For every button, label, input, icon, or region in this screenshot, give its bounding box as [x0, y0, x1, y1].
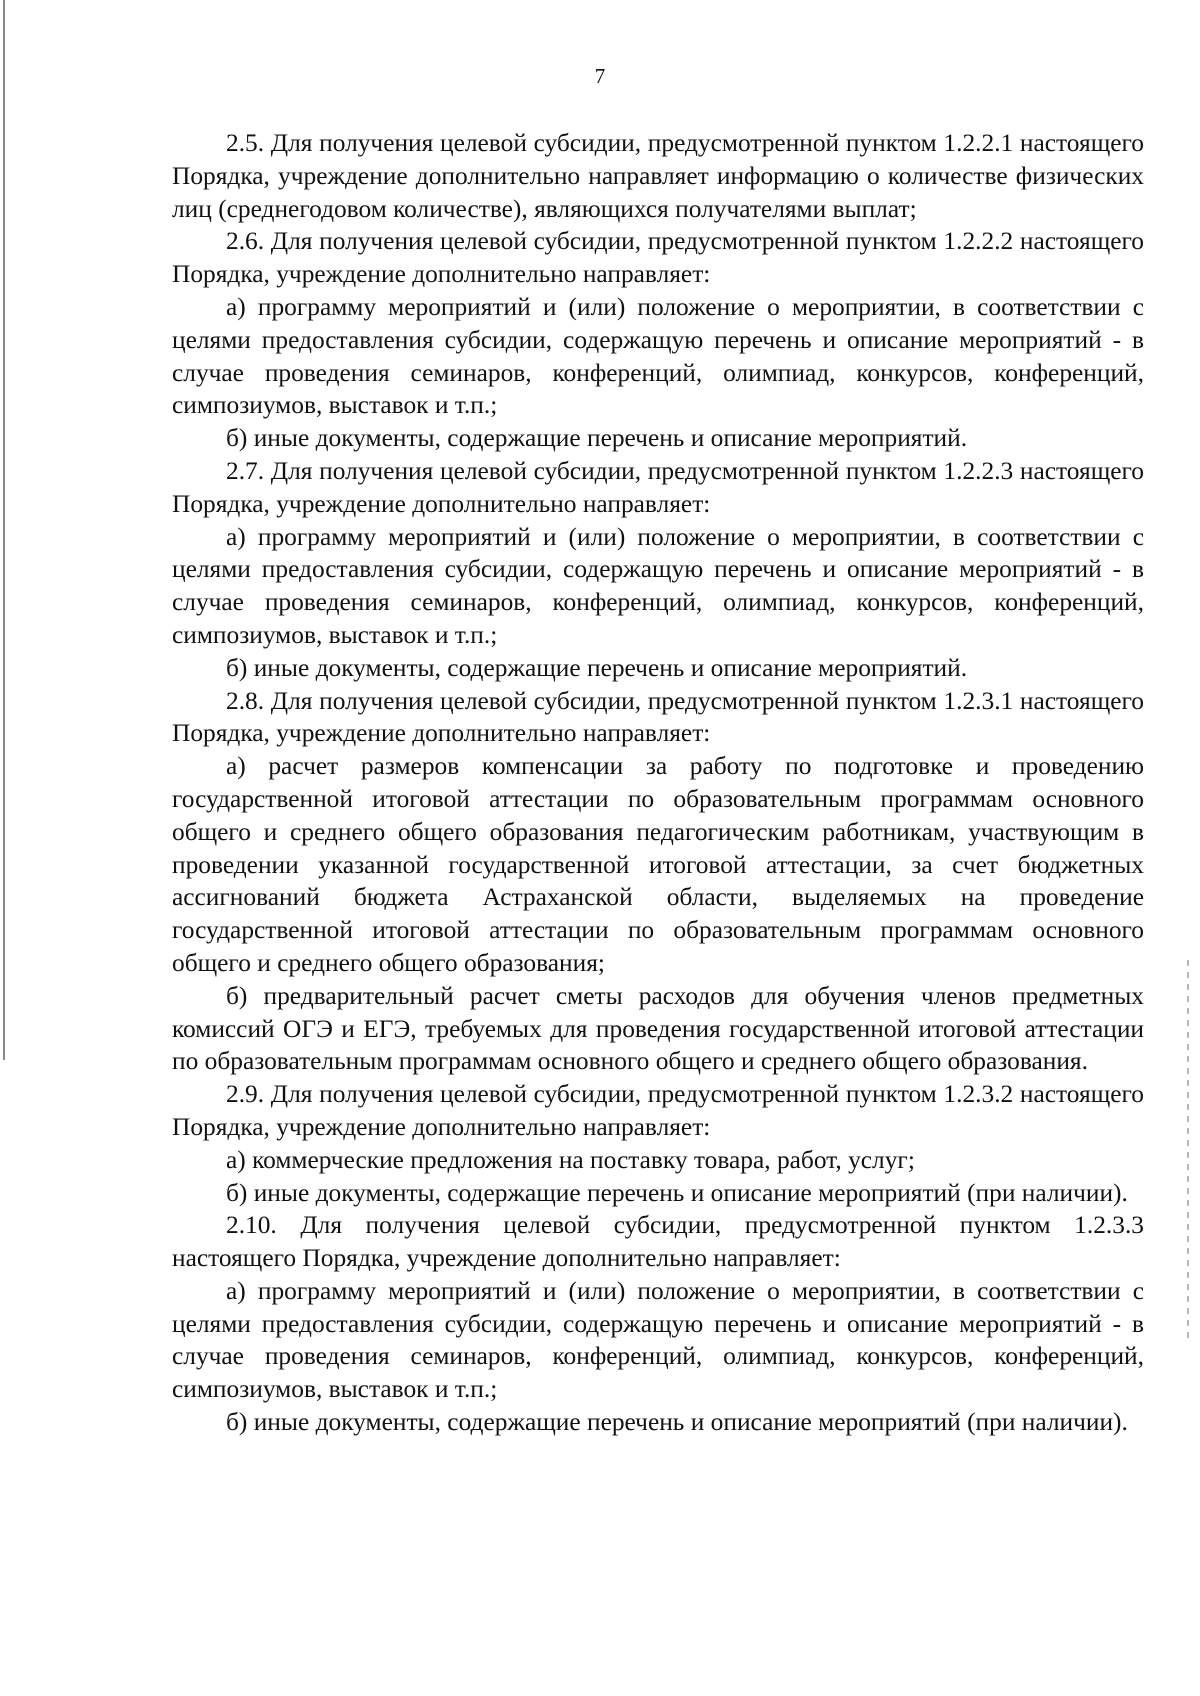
- paragraph-2-10-b: б) иные документы, содержащие перечень и описание мероприятий (при наличии).: [226, 1408, 1128, 1437]
- paragraph-2-6-a: а) программу мероприятий и (или) положение о мероприятии, в соответствии с целями предоставления субсидии, содержащую перечень и описание мероприятий - в случае проведения семинаров, конференций, олимпиад, конкурсов, конференций, симпозиумов, выставок и т.п.;: [172, 292, 1144, 420]
- paragraph-2-8-b: б) предварительный расчет сметы расходов для обучения членов предметных комиссий ОГЭ и ЕГЭ, требуемых для проведения государственной итоговой аттестации по образовательным программам основного общего и среднего общего образования.: [172, 981, 1144, 1076]
- paragraph-2-6: 2.6. Для получения целевой субсидии, предусмотренной пунктом 1.2.2.2 настоящего Порядка, учреждение дополнительно направляет:: [172, 227, 1144, 289]
- paragraph-2-8-a: а) расчет размеров компенсации за работу по подготовке и проведению государственной итоговой аттестации по образовательным программам основного общего и среднего общего образования педагогическим работникам, участвующим в проведении указанной государственной итоговой аттестации, за счет бюджетных ассигнований бюджета Астраханской области, выделяемых на проведение государственной итоговой аттестации по образовательным программам основного общего и среднего общего образования;: [172, 752, 1144, 977]
- page-number: 7: [594, 64, 606, 88]
- paragraph-2-9-b: б) иные документы, содержащие перечень и описание мероприятий (при наличии).: [226, 1178, 1128, 1207]
- paragraph-2-7-b: б) иные документы, содержащие перечень и описание мероприятий.: [226, 653, 968, 682]
- paragraph-2-9-a: а) коммерческие предложения на поставку товара, работ, услуг;: [226, 1145, 915, 1174]
- paragraph-2-7-a: а) программу мероприятий и (или) положение о мероприятии, в соответствии с целями предоставления субсидии, содержащую перечень и описание мероприятий - в случае проведения семинаров, конференций, олимпиад, конкурсов, конференций, симпозиумов, выставок и т.п.;: [172, 522, 1144, 649]
- scan-edge-right: [1187, 960, 1189, 1340]
- paragraph-2-7: 2.7. Для получения целевой субсидии, предусмотренной пунктом 1.2.2.3 настоящего Порядка, учреждение дополнительно направляет:: [172, 456, 1144, 518]
- paragraph-2-8: 2.8. Для получения целевой субсидии, предусмотренной пунктом 1.2.3.1 настоящего Порядка, учреждение дополнительно направляет:: [172, 686, 1144, 748]
- paragraph-2-9: 2.9. Для получения целевой субсидии, предусмотренной пунктом 1.2.3.2 настоящего Порядка, учреждение дополнительно направляет:: [172, 1080, 1144, 1141]
- paragraph-2-10-a: а) программу мероприятий и (или) положение о мероприятии, в соответствии с целями предоставления субсидии, содержащую перечень и описание мероприятий - в случае проведения семинаров, конференций, олимпиад, конкурсов, конференций, симпозиумов, выставок и т.п.;: [172, 1276, 1144, 1404]
- scan-edge-left: [3, 0, 5, 1060]
- paragraph-2-6-b: б) иные документы, содержащие перечень и описание мероприятий.: [226, 424, 968, 453]
- document-body: [172, 127, 1144, 1439]
- paragraph-2-10: 2.10. Для получения целевой субсидии, предусмотренной пунктом 1.2.3.3 настоящего Порядка, учреждение дополнительно направляет:: [172, 1211, 1144, 1273]
- paragraph-2-5: 2.5. Для получения целевой субсидии, предусмотренной пунктом 1.2.2.1 настоящего Порядка, учреждение дополнительно направляет информацию о количестве физических лиц (среднегодовом количестве), являющихся получателями выплат;: [172, 129, 1144, 223]
